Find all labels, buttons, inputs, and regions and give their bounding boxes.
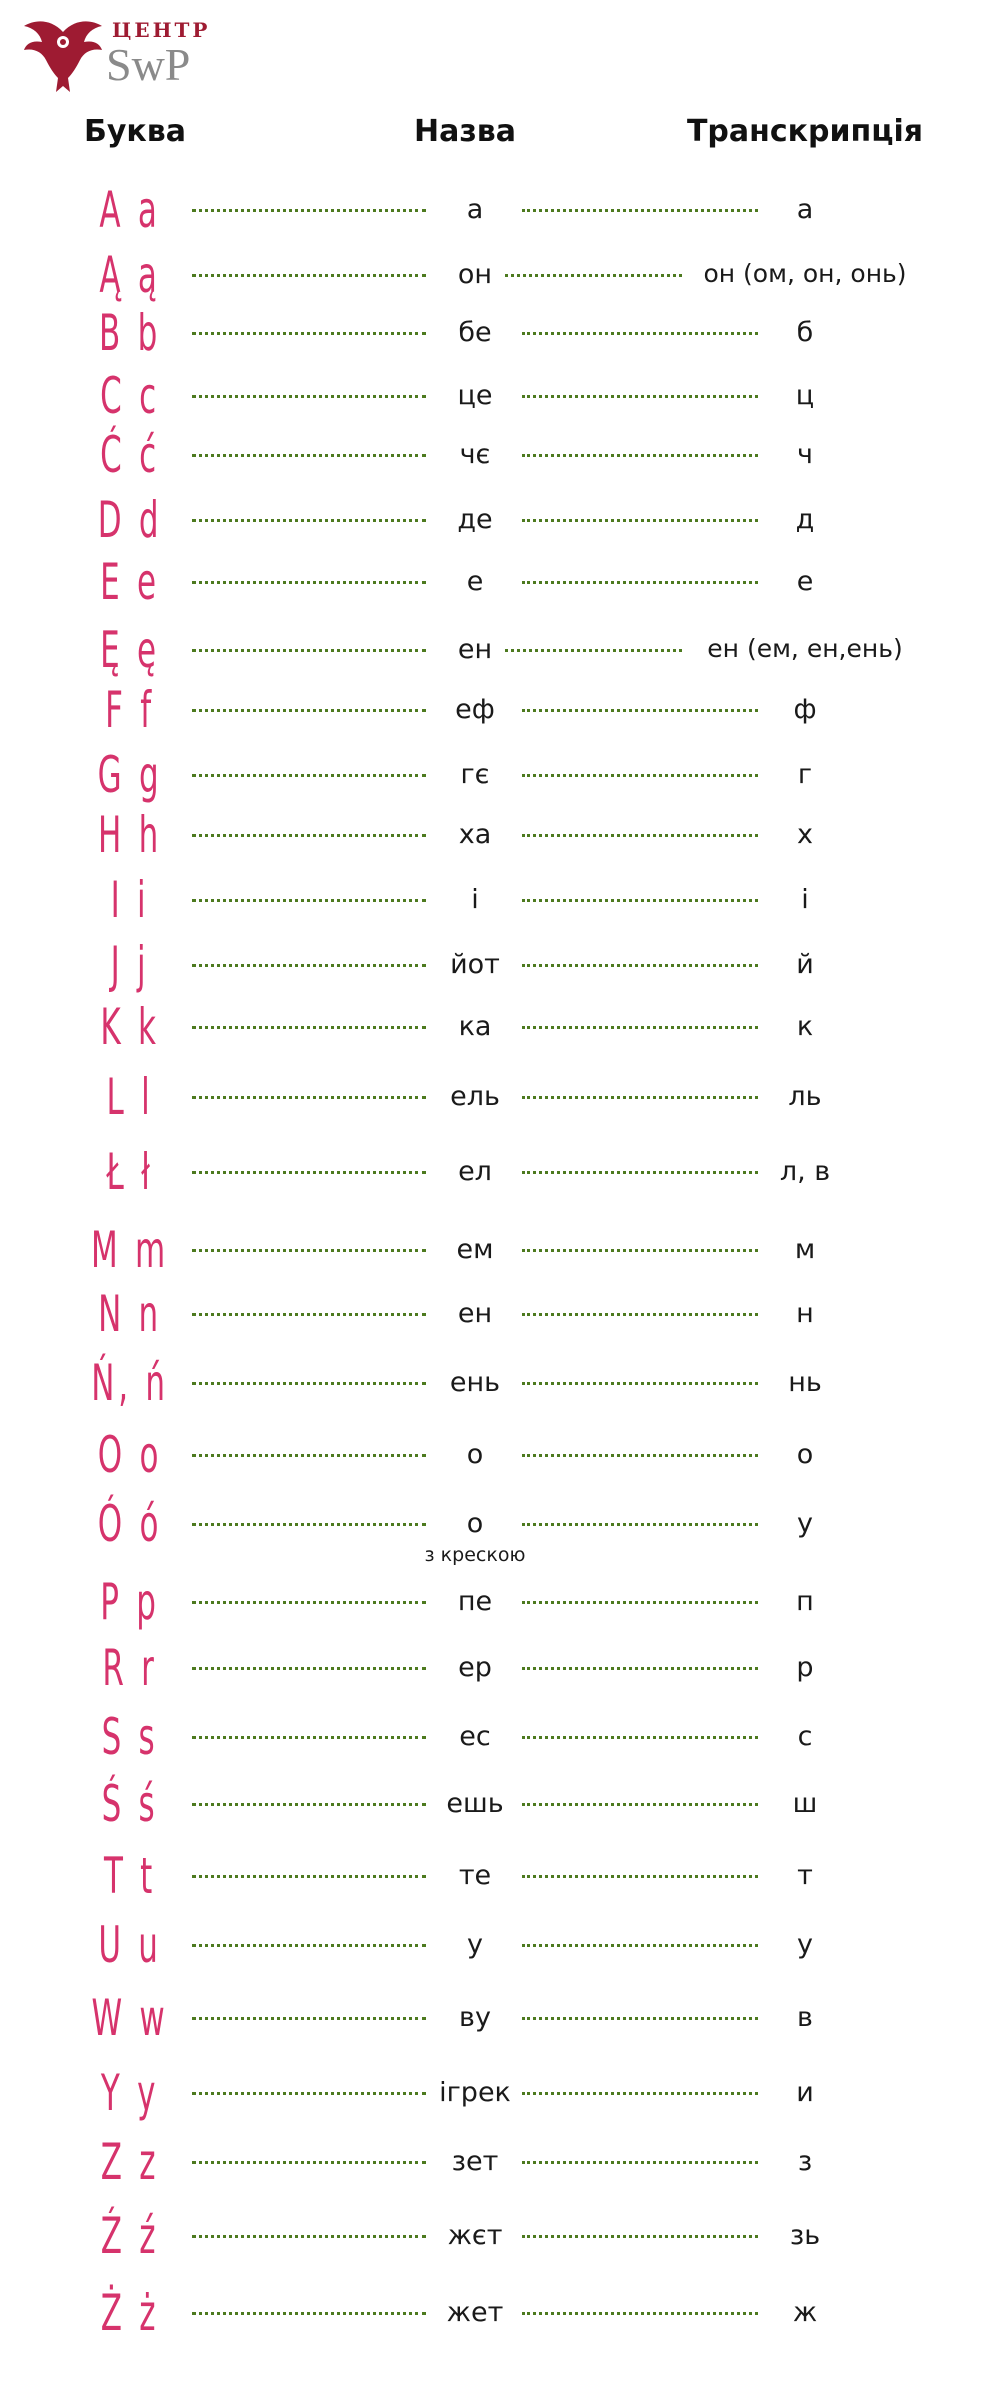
name-cell: ель [450, 1081, 500, 1112]
logo-top-text: ЦЕНТР [112, 18, 211, 42]
name-cell: зет [451, 2146, 499, 2177]
dotted-leader [192, 519, 426, 522]
table-row [0, 1353, 991, 1413]
dotted-leader [192, 1803, 426, 1806]
name-cell: ка [458, 1011, 492, 1042]
dotted-leader [192, 2235, 426, 2238]
name-cell: ер [458, 1652, 492, 1683]
table-row [0, 1284, 991, 1344]
letter-cell: Ź ź [100, 2207, 160, 2265]
name-cell: гє [460, 759, 490, 790]
letter-cell: M m [91, 1221, 169, 1279]
header-transcription: Транскрипція [686, 114, 924, 149]
letter-cell: G g [97, 746, 163, 804]
name-cell: он [457, 259, 493, 290]
letter-cell: C c [100, 367, 160, 425]
transcription-cell: о [796, 1439, 814, 1470]
name-cell: жет [446, 2297, 504, 2328]
transcription-cell: н [796, 1298, 814, 1329]
letter-cell: T t [103, 1847, 157, 1905]
dotted-leader [192, 834, 426, 837]
letter-cell: Ó ó [97, 1495, 163, 1553]
name-cell: о [466, 1439, 484, 1470]
dotted-leader [192, 649, 426, 652]
transcription-cell: он (ом, он, онь) [703, 259, 907, 288]
transcription-cell: ф [793, 694, 817, 725]
dotted-leader [192, 332, 426, 335]
header-name: Назва [413, 114, 516, 149]
table-row [0, 1142, 991, 1202]
letter-cell: Ń, ń [91, 1354, 169, 1412]
table-row [0, 997, 991, 1057]
letter-cell: P p [100, 1573, 160, 1631]
table-row [0, 303, 991, 363]
transcription-cell: а [796, 194, 814, 225]
table-row [0, 2132, 991, 2192]
name-cell: ен [457, 634, 493, 665]
table-row [0, 1638, 991, 1698]
name-cell: ес [459, 1721, 491, 1752]
table-row [0, 2063, 991, 2123]
dotted-leader [192, 1667, 426, 1670]
transcription-cell: р [796, 1652, 814, 1683]
transcription-cell: к [796, 1011, 814, 1042]
table-row [0, 1220, 991, 1280]
dotted-leader [192, 2092, 426, 2095]
name-cell: ха [458, 819, 492, 850]
table-row [0, 1915, 991, 1975]
logo-name: SwP [106, 39, 191, 90]
dotted-leader [192, 454, 426, 457]
name-cell: бе [458, 317, 492, 348]
dotted-leader [192, 274, 426, 277]
letter-cell: F f [105, 681, 155, 739]
table-row [0, 1494, 991, 1566]
dotted-leader [192, 1736, 426, 1739]
letter-cell: B b [99, 304, 161, 362]
transcription-cell: й [796, 949, 814, 980]
name-cell: о [466, 1508, 484, 1539]
letter-cell: J j [110, 936, 150, 994]
table-row [0, 552, 991, 612]
letter-cell: N n [98, 1285, 162, 1343]
letter-cell: Ą ą [99, 246, 161, 304]
table-row [0, 1707, 991, 1767]
letter-cell: K k [100, 998, 160, 1056]
table-row [0, 745, 991, 805]
transcription-cell: м [794, 1234, 816, 1265]
transcription-cell: х [797, 819, 813, 850]
letter-cell: Ś ś [101, 1775, 159, 1833]
name-cell: чє [459, 439, 491, 470]
dotted-leader [192, 1096, 426, 1099]
dotted-leader [505, 649, 682, 652]
transcription-cell: нь [788, 1367, 822, 1398]
transcription-cell: л, в [779, 1156, 831, 1187]
transcription-cell: ц [795, 380, 815, 411]
letter-cell: W w [91, 1989, 169, 2047]
name-cell: йот [450, 949, 500, 980]
transcription-cell: у [797, 1929, 813, 1960]
dotted-leader [192, 964, 426, 967]
name-cell: ешь [446, 1788, 504, 1819]
name-cell: а [466, 194, 484, 225]
dotted-leader [192, 774, 426, 777]
name-cell: ігрек [439, 2077, 511, 2108]
transcription-cell: в [797, 2002, 813, 2033]
letter-cell: O o [97, 1426, 163, 1484]
transcription-cell: ль [788, 1081, 822, 1112]
dotted-leader [192, 1523, 426, 1526]
dotted-leader [192, 2161, 426, 2164]
header-letter: Буква [83, 114, 186, 149]
phoenix-logo-icon [20, 12, 106, 98]
table-row [0, 366, 991, 426]
letter-cell: Ł ł [106, 1143, 154, 1201]
transcription-cell: г [797, 759, 813, 790]
name-cell: е [466, 566, 484, 597]
table-row [0, 805, 991, 865]
letter-cell: S s [101, 1708, 159, 1766]
table-row [0, 2283, 991, 2343]
dotted-leader [192, 2017, 426, 2020]
transcription-cell: ч [797, 439, 813, 470]
logo [20, 12, 220, 102]
letter-cell: I i [110, 871, 150, 929]
name-cell: і [471, 884, 479, 915]
table-row [0, 870, 991, 930]
name-cell: пе [457, 1586, 493, 1617]
dotted-leader [192, 1454, 426, 1457]
table-row [0, 1572, 991, 1632]
dotted-leader [192, 1875, 426, 1878]
table-row [0, 245, 991, 305]
name-cell: ень [449, 1367, 501, 1398]
transcription-cell: зь [789, 2220, 821, 2251]
table-row [0, 680, 991, 740]
dotted-leader [192, 1944, 426, 1947]
name-cell: ем [456, 1234, 494, 1265]
transcription-cell: ж [792, 2297, 818, 2328]
transcription-cell: б [796, 317, 814, 348]
transcription-cell: д [795, 504, 815, 535]
transcription-cell: с [797, 1721, 813, 1752]
name-cell: еф [455, 694, 495, 725]
dotted-leader [192, 1026, 426, 1029]
table-row [0, 1067, 991, 1127]
letter-cell: E e [100, 553, 160, 611]
name-note: з крескою [424, 1544, 526, 1566]
table-row [0, 2206, 991, 2266]
letter-cell: H h [98, 806, 162, 864]
letter-cell: Ę ę [100, 621, 160, 679]
transcription-cell: ш [792, 1788, 818, 1819]
transcription-cell: е [796, 566, 814, 597]
dotted-leader [192, 1313, 426, 1316]
dotted-leader [192, 1171, 426, 1174]
dotted-leader [192, 1601, 426, 1604]
letter-cell: L l [106, 1068, 154, 1126]
dotted-leader [192, 709, 426, 712]
name-cell: у [467, 1929, 483, 1960]
dotted-leader [192, 2312, 426, 2315]
name-cell: це [457, 380, 493, 411]
letter-cell: A a [99, 181, 161, 239]
name-cell: ел [458, 1156, 492, 1187]
dotted-leader [192, 1382, 426, 1385]
name-cell: ен [457, 1298, 493, 1329]
dotted-leader [505, 274, 682, 277]
letter-cell: D d [97, 491, 163, 549]
table-row [0, 425, 991, 485]
name-cell: те [458, 1860, 492, 1891]
table-row [0, 935, 991, 995]
transcription-cell: и [796, 2077, 814, 2108]
table-row [0, 1425, 991, 1485]
table-row [0, 180, 991, 240]
dotted-leader [192, 209, 426, 212]
name-cell: ву [459, 2002, 491, 2033]
name-cell: де [457, 504, 493, 535]
letter-cell: Y y [100, 2064, 160, 2122]
letter-cell: R r [102, 1639, 158, 1697]
dotted-leader [192, 395, 426, 398]
table-row [0, 490, 991, 550]
name-cell: жєт [447, 2220, 503, 2251]
letter-cell: Ć ć [100, 426, 160, 484]
table-row [0, 1846, 991, 1906]
table-row [0, 1988, 991, 2048]
transcription-cell: з [797, 2146, 813, 2177]
dotted-leader [192, 1249, 426, 1252]
dotted-leader [192, 581, 426, 584]
letter-cell: Ż ż [100, 2284, 160, 2342]
transcription-cell: т [797, 1860, 813, 1891]
table-row [0, 620, 991, 680]
transcription-cell: і [801, 884, 809, 915]
dotted-leader [192, 899, 426, 902]
transcription-cell: у [797, 1508, 813, 1539]
table-row [0, 1774, 991, 1834]
transcription-cell: ен (ем, ен,ень) [707, 634, 903, 663]
transcription-cell: п [796, 1586, 814, 1617]
letter-cell: U u [98, 1916, 162, 1974]
letter-cell: Z z [100, 2133, 160, 2191]
